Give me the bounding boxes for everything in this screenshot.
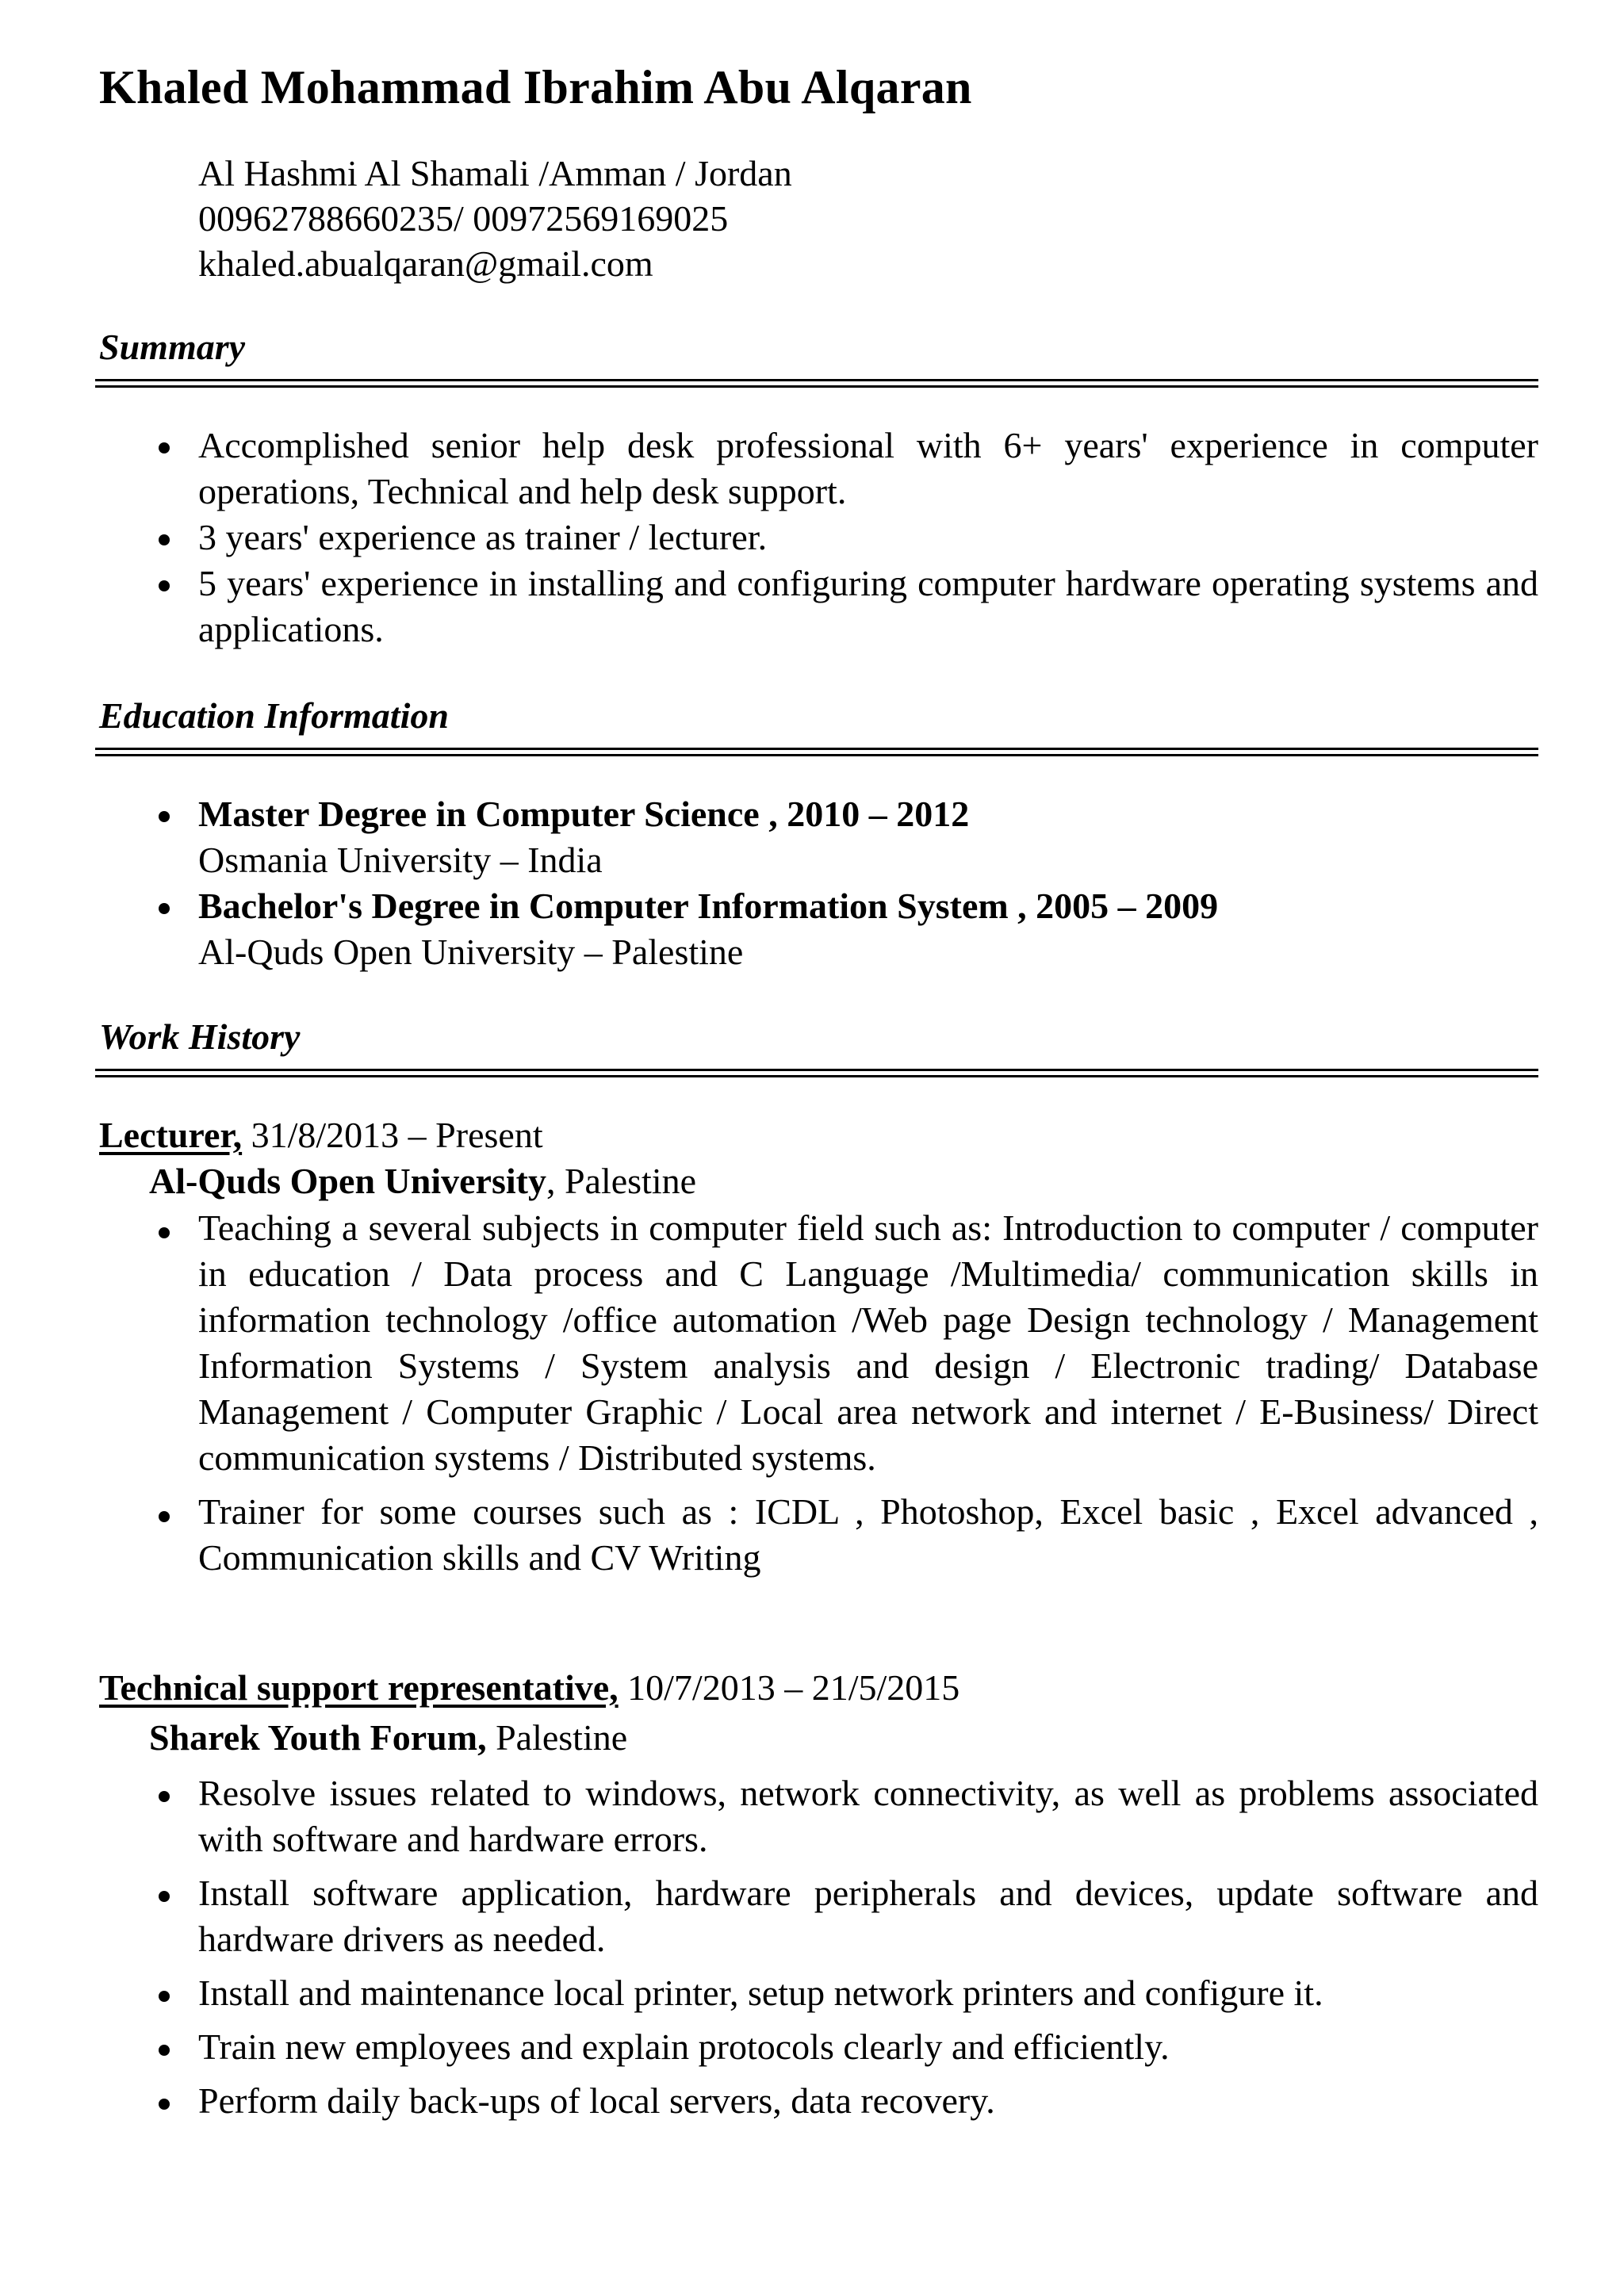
list-item: Trainer for some courses such as : ICDL , Photoshop, Excel basic , Excel advanced , Communication skills and CV Writing [95,1489,1538,1581]
list-item [95,791,1538,883]
list-item: Train new employees and explain protocols clearly and efficiently. [95,2024,1538,2070]
list-item: Resolve issues related to windows, network connectivity, as well as problems associated with software and hardware errors. [95,1770,1538,1862]
summary-list [95,423,1538,652]
bullet-icon [159,1991,170,2002]
job-title: Lecturer, [99,1115,243,1155]
org-location: , Palestine [546,1161,697,1201]
education-list [95,791,1538,975]
bullet-icon [159,1227,170,1238]
section-divider [95,754,1538,756]
bullet-icon [159,1791,170,1802]
bullet-icon [159,534,170,545]
degree: Master Degree in Computer Science , 2010 – 2012 [198,794,970,834]
phone-numbers: 00962788660235/ 00972569169025 [198,198,729,239]
job-header [99,1665,959,1711]
job-organization [149,1158,696,1204]
summary-heading: Summary [99,327,246,367]
list-item: Accomplished senior help desk professional with 6+ years' experience in computer operations, Technical and help desk support. [95,423,1538,515]
work-heading: Work History [99,1016,301,1057]
job-dates: 10/7/2013 – 21/5/2015 [618,1667,960,1708]
job-dates: 31/8/2013 – Present [242,1115,543,1155]
job-title: Technical support representative, [99,1667,619,1708]
job-duties-list [95,1205,1538,1589]
bullet-icon [159,903,170,914]
bullet-icon [159,442,170,453]
degree: Bachelor's Degree in Computer Information System , 2005 – 2009 [198,886,1219,926]
list-item: Install software application, hardware peripherals and devices, update software and hardware drivers as needed. [95,1870,1538,1962]
section-divider [95,1069,1538,1071]
bullet-icon [159,1511,170,1522]
section-divider [95,1075,1538,1077]
school: Osmania University – India [198,840,603,880]
section-divider [95,379,1538,381]
list-item [95,883,1538,975]
education-heading: Education Information [99,695,449,736]
list-item: 3 years' experience as trainer / lecturer. [95,515,1538,561]
job-header [99,1112,543,1158]
job-organization [149,1715,627,1761]
job-duties-list [95,1770,1538,2132]
org-name: Sharek Youth Forum, [149,1717,487,1758]
bullet-icon [159,2099,170,2110]
list-item: 5 years' experience in installing and configuring computer hardware operating systems and applications. [95,561,1538,652]
list-item: Teaching a several subjects in computer field such as: Introduction to computer / computer in education / Data process and C Language /Multimedia/ communication skills in information technology /office automation /Web page Design technology / Management Information Systems / System analysis and design / Electronic trading/ Database Management / Computer Graphic / Local area network and internet / E-Business/ Direct communication systems / Distributed systems. [95,1205,1538,1481]
education-section [95,694,1538,756]
list-item: Perform daily back-ups of local servers, data recovery. [95,2078,1538,2124]
candidate-name: Khaled Mohammad Ibrahim Abu Alqaran [99,61,972,113]
school: Al-Quds Open University – Palestine [198,932,744,972]
address: Al Hashmi Al Shamali /Amman / Jordan [198,153,792,193]
bullet-icon [159,811,170,822]
bullet-icon [159,1891,170,1902]
bullet-icon [159,580,170,591]
list-item: Install and maintenance local printer, setup network printers and configure it. [95,1970,1538,2016]
work-section [95,1015,1538,1077]
summary-section [95,325,1538,388]
contact-block [198,151,792,286]
section-divider [95,385,1538,388]
bullet-icon [159,2045,170,2056]
email: khaled.abualqaran@gmail.com [198,243,653,284]
org-location: Palestine [486,1717,628,1758]
org-name: Al-Quds Open University [149,1161,546,1201]
section-divider [95,748,1538,750]
